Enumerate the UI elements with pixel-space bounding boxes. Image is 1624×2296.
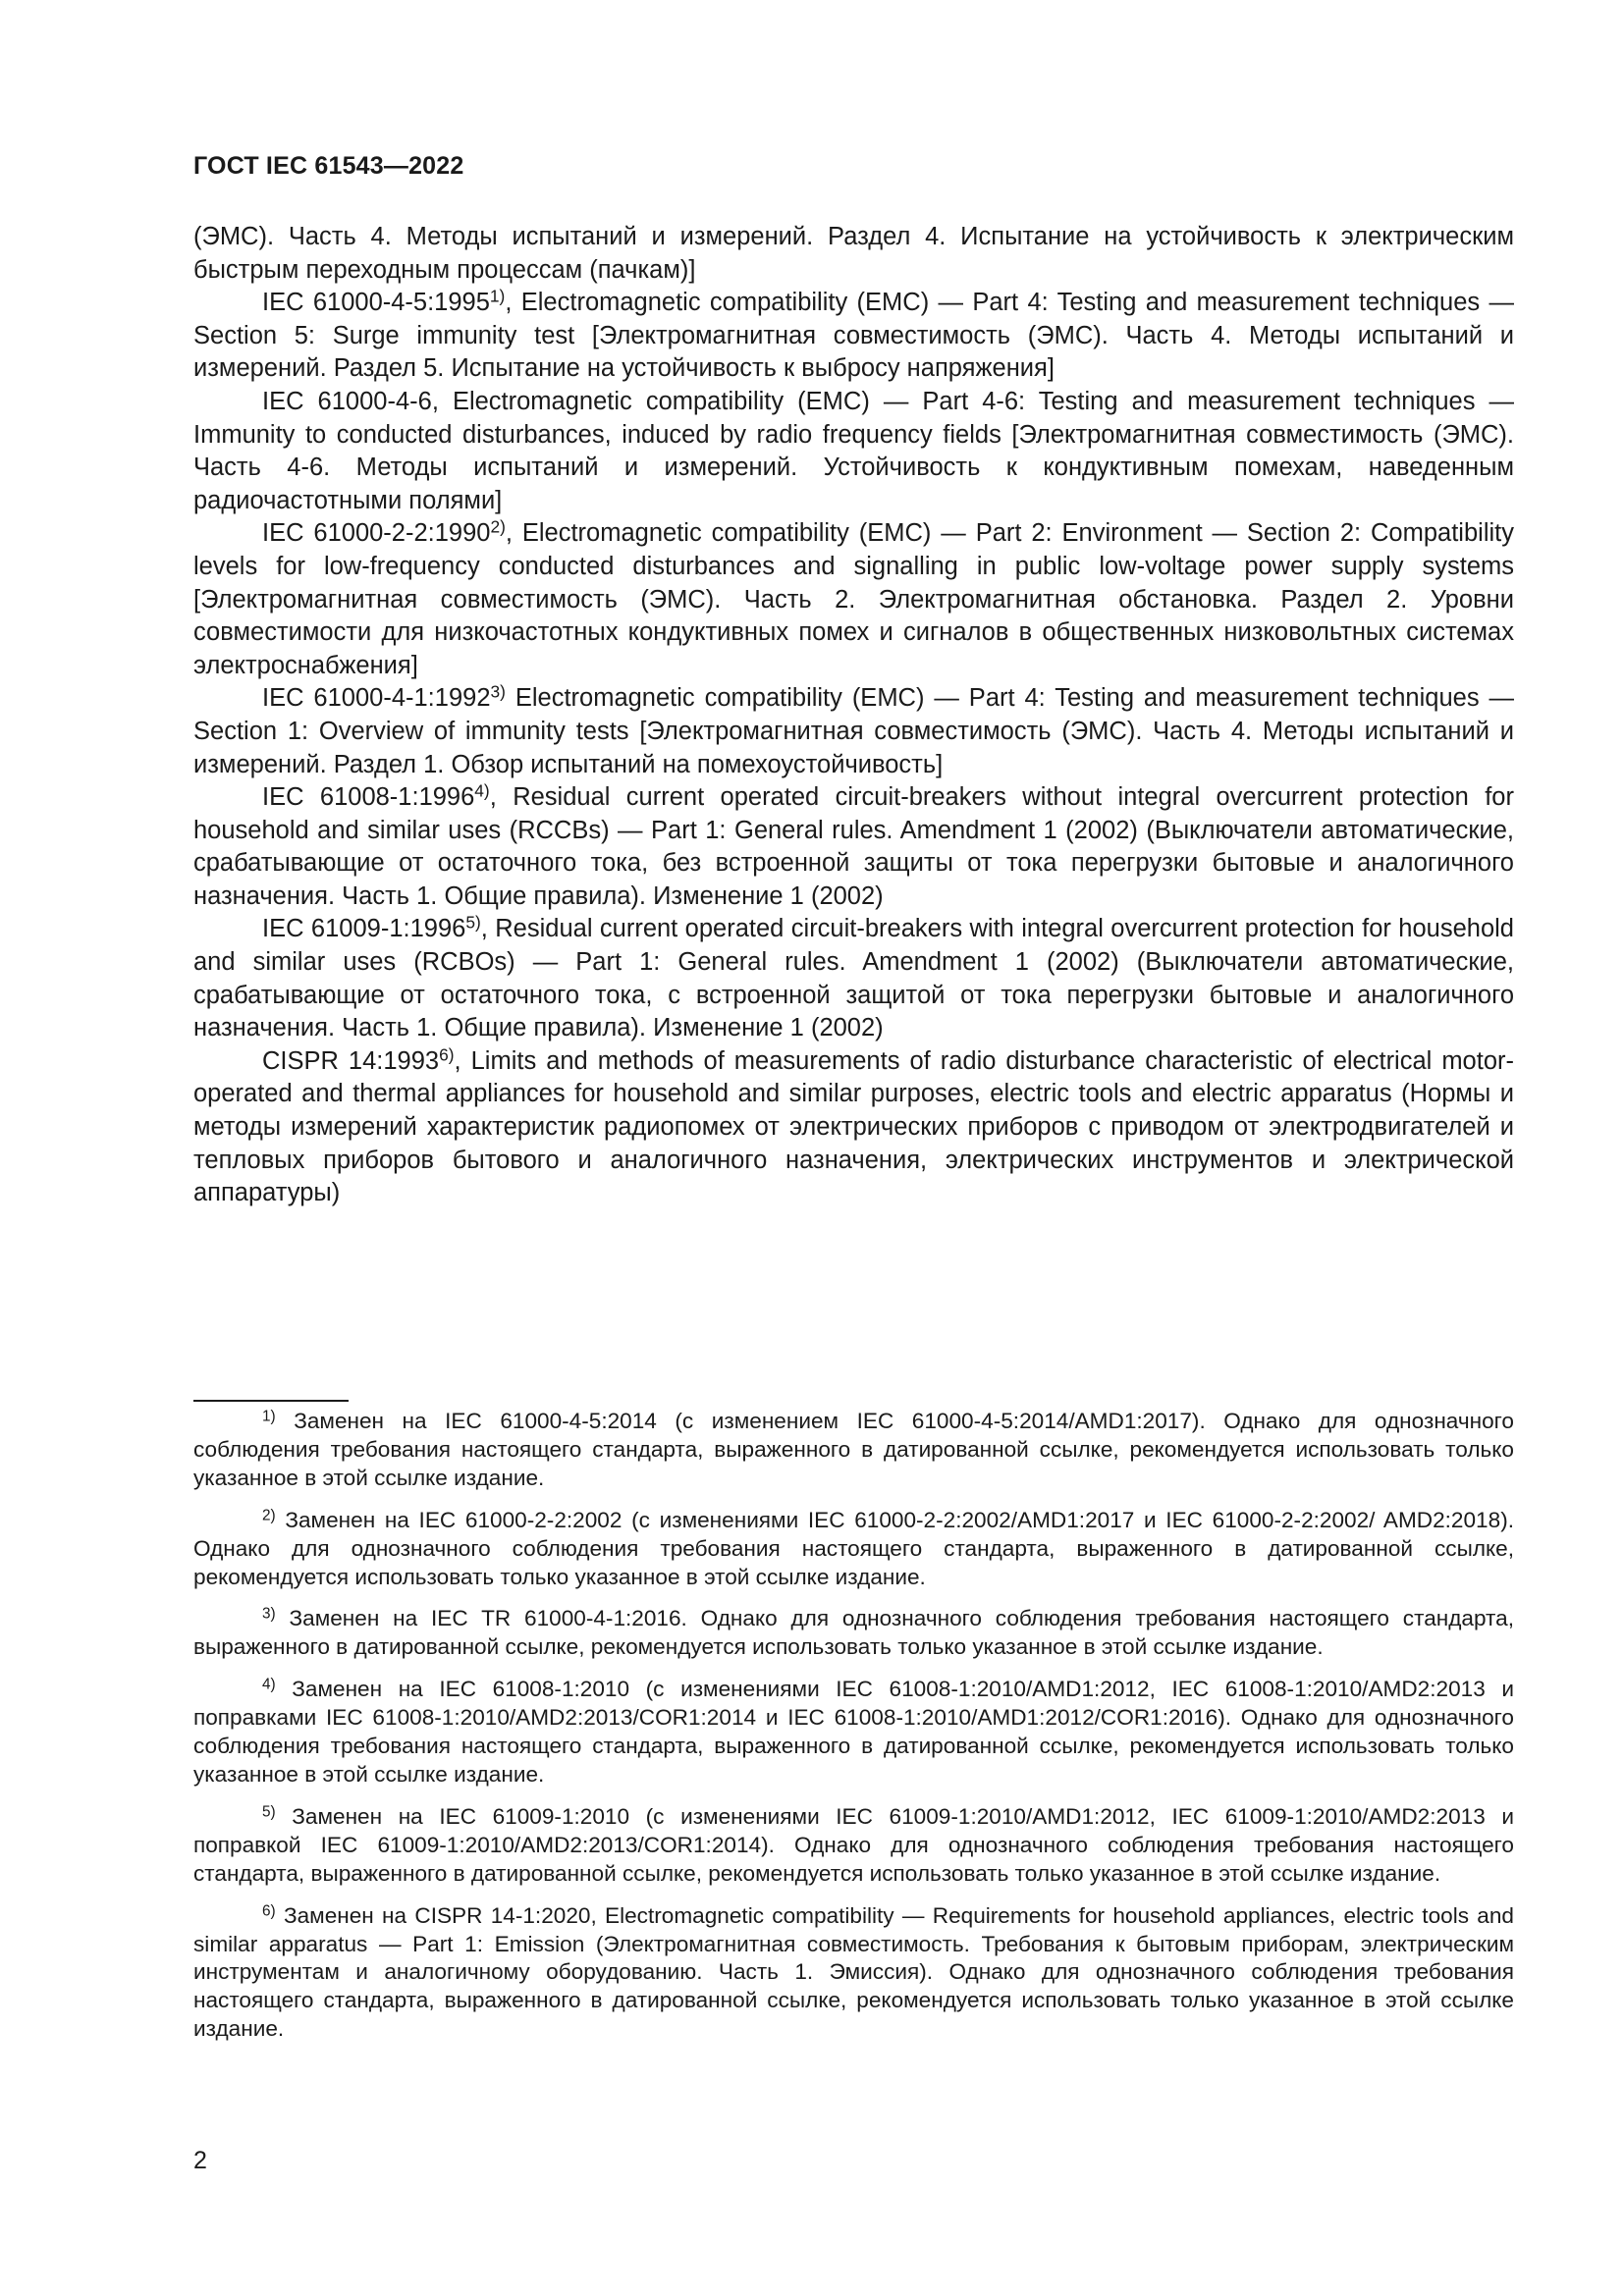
reference-list xyxy=(193,221,1514,1210)
reference-item xyxy=(193,517,1514,682)
footnote-mark[interactable]: 4) xyxy=(474,780,490,801)
footnote-mark[interactable]: 3) xyxy=(490,681,506,702)
footnote-text: Заменен на IEC 61008-1:2010 (с изменениями IEC 61008-1:2010/AMD1:2012, IEC 61008-1:2010/AMD2:2013 и поправками IEC 61008-1:2010/AMD2:2013/COR1:2014 и IEC 61008-1:2010/AMD1:2012/COR1:2016). Однако для однозначного соблюдения требования настоящего стандарта, выраженного в датированной ссылке, рекомендуется использовать только указанное в этой ссылке издание. xyxy=(193,1677,1514,1787)
reference-text: , Residual current operated circuit-breakers without integral overcurrent protection for household and similar uses (RCCBs) — Part 1: General rules. Amendment 1 (2002) (Выключатели автоматические, срабатывающие от остаточного тока, без встроенной защиты от тока перегрузки бытовые и аналогичного назначения. Часть 1. Общие правила). Изменение 1 (2002) xyxy=(193,783,1514,910)
continuation-paragraph: (ЭМС). Часть 4. Методы испытаний и измерений. Раздел 4. Испытание на устойчивость к электрическим быстрым переходным процессам (пачкам)] xyxy=(193,223,1514,284)
footnote-item xyxy=(193,1676,1514,1789)
footnote-mark: 3) xyxy=(262,1605,276,1623)
reference-item xyxy=(193,682,1514,781)
footnote-mark: 5) xyxy=(262,1803,276,1821)
footnote-divider xyxy=(193,1400,349,1402)
reference-code: IEC 61000-4-1:1992 xyxy=(262,684,491,713)
footnote-text: Заменен на IEC 61000-4-5:2014 (с изменением IEC 61000-4-5:2014/AMD1:2017). Однако для однозначного соблюдения требования настоящего стандарта, выраженного в датированной ссылке, рекомендуется использовать только указанное в этой ссылке издание. xyxy=(193,1409,1514,1490)
reference-text: , Electromagnetic compatibility (EMC) — Part 4: Testing and measurement techniques — Section 5: Surge immunity test [Электромагнитная совместимость (ЭМС). Часть 4. Методы испытаний и измерений. Раздел 5. Испытание на устойчивость к выбросу напряжения] xyxy=(193,289,1514,383)
footnote-text: Заменен на IEC TR 61000-4-1:2016. Однако для однозначного соблюдения требования настоящего стандарта, выраженного в датированной ссылке, рекомендуется использовать только указанное в этой ссылке издание. xyxy=(193,1606,1514,1660)
footnote-item xyxy=(193,1507,1514,1592)
footnote-mark[interactable]: 1) xyxy=(489,286,506,306)
footnote-text: Заменен на IEC 61000-2-2:2002 (с изменениями IEC 61000-2-2:2002/AMD1:2017 и IEC 61000-2-2:2002/ AMD2:2018). Однако для однозначного соблюдения требования настоящего стандарта, выраженного в датированной ссылке, рекомендуется использовать только указанное в этой ссылке издание. xyxy=(193,1507,1514,1589)
reference-item xyxy=(193,913,1514,1044)
footnote-mark: 1) xyxy=(262,1408,276,1425)
footnote-mark[interactable]: 2) xyxy=(490,516,506,537)
reference-text: , Electromagnetic compatibility (EMC) — Part 4-6: Testing and measurement techniques — Immunity to conducted disturbances, induced by radio frequency fields [Электромагнитная совместимость (ЭМС). Часть 4-6. Методы испытаний и измерений. Устойчивость к кондуктивным помехам, наведенным радиочастотными полями] xyxy=(193,387,1514,514)
reference-code: IEC 61000-2-2:1990 xyxy=(262,519,491,548)
footnote-mark: 6) xyxy=(262,1901,276,1919)
footnote-mark: 2) xyxy=(262,1507,276,1524)
reference-text: , Electromagnetic compatibility (EMC) — Part 2: Environment — Section 2: Compatibility levels for low-frequency conducted disturbances and signalling in public low-voltage power supply systems [Электромагнитная совместимость (ЭМС). Часть 2. Электромагнитная обстановка. Раздел 2. Уровни совместимости для низкочастотных кондуктивных помех и сигналов в общественных низковольтных системах электроснабжения] xyxy=(193,519,1514,679)
page-number: 2 xyxy=(193,2147,207,2174)
reference-code: IEC 61000-4-5:1995 xyxy=(262,289,490,317)
document-header: ГОСТ IEC 61543—2022 xyxy=(193,152,464,180)
reference-text: , Residual current operated circuit-breakers with integral overcurrent protection for household and similar uses (RCBOs) — Part 1: General rules. Amendment 1 (2002) (Выключатели автоматические, срабатывающие от остаточного тока, с встроенной защитой от тока перегрузки бытовые и аналогичного назначения. Часть 1. Общие правила). Изменение 1 (2002) xyxy=(193,915,1514,1042)
reference-item xyxy=(193,781,1514,913)
reference-text: , Limits and methods of measurements of radio disturbance characteristic of electrical motor-operated and thermal appliances for household and similar purposes, electric tools and electric apparatus (Нормы и методы измерений характеристик радиопомех от электрических приборов с приводом от электродвигателей и тепловых приборов бытового и аналогичного назначения, электрических инструментов и электрической аппаратуры) xyxy=(193,1046,1514,1207)
footnote-mark: 4) xyxy=(262,1676,276,1693)
reference-code: CISPR 14:1993 xyxy=(262,1046,440,1075)
reference-code: IEC 61000-4-6 xyxy=(262,387,432,415)
footnote-text: Заменен на IEC 61009-1:2010 (с изменениями IEC 61009-1:2010/AMD1:2012, IEC 61009-1:2010/AMD2:2013 и поправкой IEC 61009-1:2010/AMD2:2013/COR1:2014). Однако для однозначного соблюдения требования настоящего стандарта, выраженного в датированной ссылке, рекомендуется использовать только указанное в этой ссылке издание. xyxy=(193,1803,1514,1886)
reference-code: IEC 61009-1:1996 xyxy=(262,915,466,943)
footnote-item xyxy=(193,1902,1514,2045)
footnote-item xyxy=(193,1605,1514,1662)
footnote-mark[interactable]: 5) xyxy=(465,912,481,933)
footnote-item xyxy=(193,1803,1514,1889)
footnote-text: Заменен на CISPR 14-1:2020, Electromagnetic compatibility — Requirements for household appliances, electric tools and similar apparatus — Part 1: Emission (Электромагнитная совместимость. Требования к бытовым приборам, электрическим инструментам и аналогичному оборудованию. Часть 1. Эмиссия). Однако для однозначного соблюдения требования настоящего стандарта, выраженного в датированной ссылке, рекомендуется использовать только указанное в этой ссылке издание. xyxy=(193,1902,1514,2042)
reference-item xyxy=(193,1045,1514,1210)
reference-item xyxy=(193,386,1514,517)
reference-code: IEC 61008-1:1996 xyxy=(262,783,475,812)
reference-text: Electromagnetic compatibility (EMC) — Part 4: Testing and measurement techniques — Section 1: Overview of immunity tests [Электромагнитная совместимость (ЭМС). Часть 4. Методы испытаний и измерений. Раздел 1. Обзор испытаний на помехоустойчивость] xyxy=(193,684,1514,778)
reference-item xyxy=(193,287,1514,386)
footnote-mark[interactable]: 6) xyxy=(439,1044,455,1065)
footnotes xyxy=(193,1408,1514,2057)
footnote-item xyxy=(193,1408,1514,1493)
